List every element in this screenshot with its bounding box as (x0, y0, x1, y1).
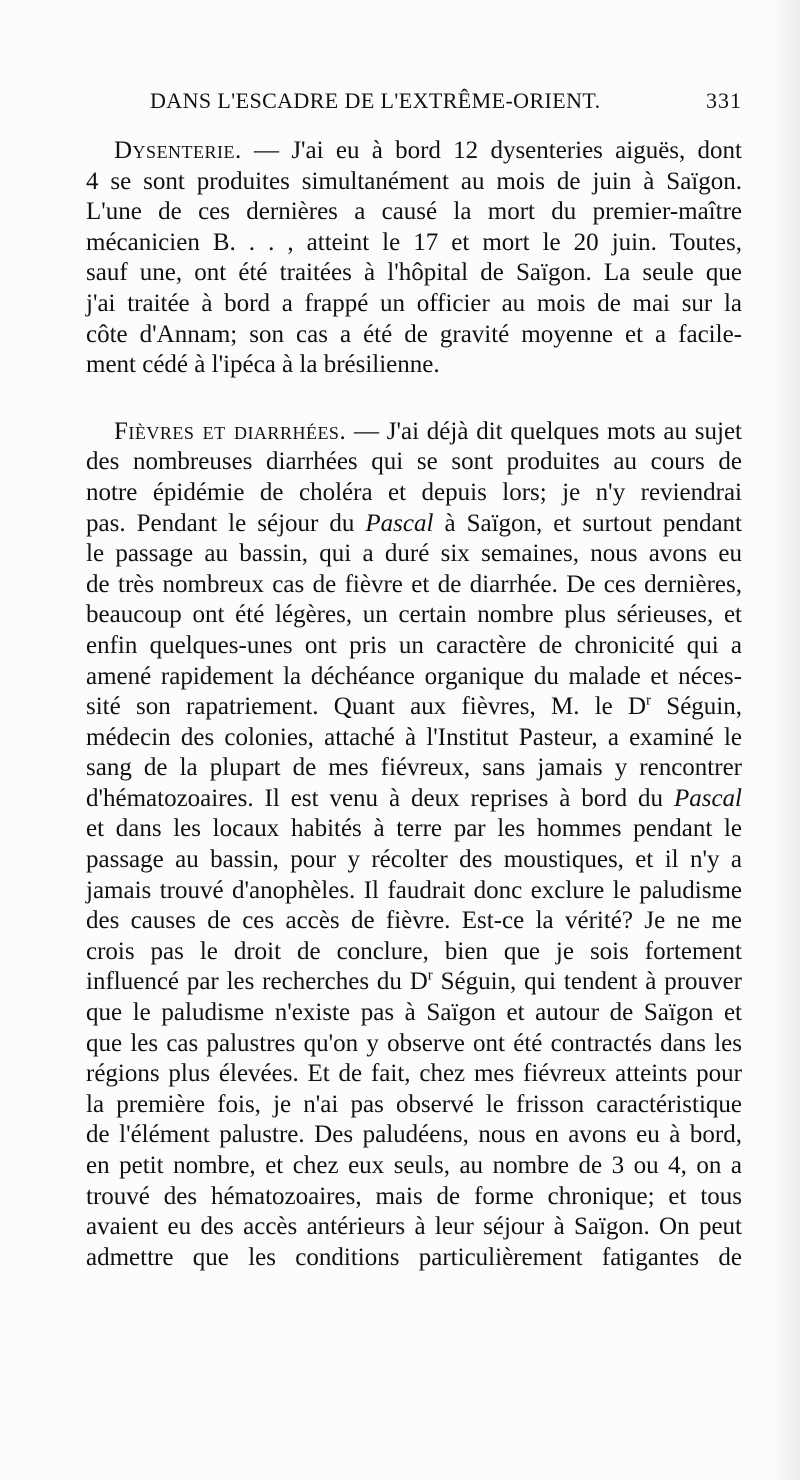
text-line: sauf une, ont été traitées à l'hôpital de Saïgon. La seule que (86, 259, 742, 287)
text-line: L'une de ces dernières a causé la mort du premier-maître (86, 198, 742, 226)
body-text (86, 136, 742, 1273)
text-line (86, 692, 742, 723)
text-span: influencé par les recherches du D (86, 968, 428, 996)
section-heading-dysenterie: Dysenterie. (114, 137, 242, 164)
text-line: avaient eu des accès antérieurs à leur séjour à Saïgon. On peut (86, 1213, 742, 1241)
page-header (150, 88, 742, 118)
text-line: beaucoup ont été légères, un certain nombre plus sérieuses, et (86, 601, 742, 629)
text-line: notre épidémie de choléra et depuis lors; je n'y reviendrai (86, 478, 742, 506)
text-line: mécanicien B. . . , atteint le 17 et mort le 20 juin. Toutes, (86, 228, 742, 256)
text-line: régions plus élevées. Et de fait, chez mes fiévreux atteints pour (86, 1060, 742, 1088)
text-span: J'ai déjà dit quelques mots au sujet (386, 417, 742, 445)
text-line: médecin des colonies, attaché à l'Institut Pasteur, a examiné le (86, 723, 742, 751)
text-line: trouvé des hématozoaires, mais de forme chronique; et tous (86, 1182, 742, 1210)
heading-dash: — (241, 137, 292, 164)
section-heading-fievres: Fièvres et diarrhées. (114, 417, 347, 445)
text-line: des causes de ces accès de fièvre. Est-ce la vérité? Je ne me (86, 907, 742, 935)
text-span: à Saïgon, et surtout pendant (433, 509, 742, 537)
text-line: crois pas le droit de conclure, bien que je sois fortement (86, 937, 742, 965)
text-line: j'ai traitée à bord a frappé un officier au mois de mai sur la (86, 289, 742, 317)
page-number: 331 (706, 88, 742, 113)
ship-name-pascal: Pascal (365, 509, 434, 537)
text-line: en petit nombre, et chez eux seuls, au nombre de 3 ou 4, on a (86, 1152, 742, 1179)
page-edge-shadow (772, 0, 800, 1480)
text-span: sité son rapatriement. Quant aux fièvres, M. le D (86, 693, 647, 721)
superscript-r: r (427, 968, 433, 985)
text-line: passage au bassin, pour y récolter des moustiques, et il n'y a (86, 846, 742, 874)
text-span: J'ai eu à bord 12 dysenteries aiguës, dont (291, 137, 742, 164)
text-line: le passage au bassin, qui a duré six semaines, nous avons eu (86, 540, 742, 568)
text-line (86, 136, 742, 167)
text-line (86, 967, 742, 998)
text-span: d'hématozoaires. Il est venu à deux reprises à bord du (86, 784, 674, 812)
superscript-r: r (646, 692, 652, 709)
text-line: de l'élément palustre. Des paludéens, nous en avons eu à bord, (86, 1121, 742, 1149)
ship-name-pascal: Pascal (673, 784, 742, 812)
text-span: pas. Pendant le séjour du (86, 509, 366, 537)
heading-dash: — (346, 417, 387, 445)
text-line: que les cas palustres qu'on y observe ont été contractés dans les (86, 1029, 742, 1057)
text-line: sang de la plupart de mes fiévreux, sans jamais y rencontrer (86, 754, 742, 782)
text-line: ment cédé à l'ipéca à la brésilienne. (86, 351, 440, 379)
text-line: admettre que les conditions particulièrement fatigantes de (86, 1243, 742, 1271)
text-span: Séguin, (651, 693, 742, 721)
text-line (86, 784, 742, 815)
text-line: amené rapidement la déchéance organique du malade et néces- (86, 662, 742, 690)
running-title: DANS L'ESCADRE DE L'EXTRÊME-ORIENT. (150, 88, 601, 113)
text-line (86, 509, 742, 540)
text-line: côte d'Annam; son cas a été de gravité moyenne et a facile- (86, 320, 742, 348)
text-line: 4 se sont produites simultanément au mois de juin à Saïgon. (86, 167, 742, 195)
text-span: Séguin, qui tendent à prouver (432, 968, 742, 996)
text-line: que le paludisme n'existe pas à Saïgon et autour de Saïgon et (86, 999, 742, 1027)
text-line: la première fois, je n'ai pas observé le frisson caractéristique (86, 1090, 742, 1118)
paragraph-gap (86, 381, 742, 417)
text-line (86, 417, 742, 448)
text-line: de très nombreux cas de fièvre et de diarrhée. De ces dernières, (86, 570, 742, 598)
text-line: jamais trouvé d'anophèles. Il faudrait donc exclure le paludisme (86, 876, 742, 904)
text-line: enfin quelques-unes ont pris un caractère de chronicité qui a (86, 631, 742, 659)
text-line: des nombreuses diarrhées qui se sont produites au cours de (86, 448, 742, 476)
text-line: et dans les locaux habités à terre par les hommes pendant le (86, 815, 742, 843)
